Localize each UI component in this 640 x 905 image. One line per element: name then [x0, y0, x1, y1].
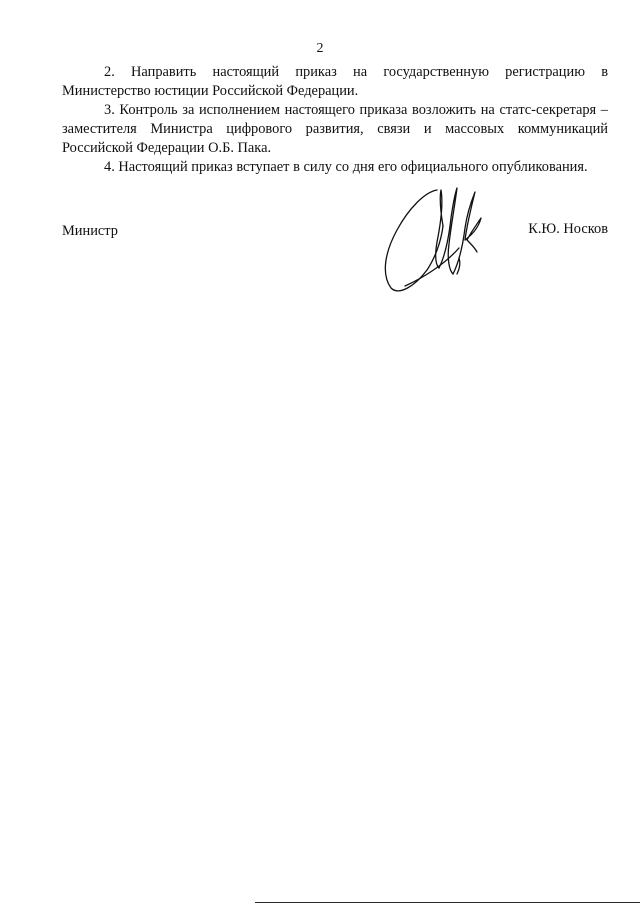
signer-name: К.Ю. Носков	[528, 221, 608, 237]
signature-drawing	[375, 178, 490, 296]
page-number: 2	[316, 41, 324, 56]
scan-edge-line	[255, 902, 640, 903]
paragraph-2: 2. Направить настоящий приказ на государственную регистрацию в Министерство юстиции Российской Федерации.	[62, 64, 608, 99]
paragraph-3: 3. Контроль за исполнением настоящего приказа возложить на статс-секретаря – заместителя Министра цифрового развития, связи и массовых коммуникаций Российской Федерации О.Б. Пака.	[62, 102, 608, 156]
signer-position: Министр	[62, 223, 118, 239]
paragraph-4: 4. Настоящий приказ вступает в силу со дня его официального опубликования.	[104, 159, 588, 175]
document-body	[62, 63, 608, 177]
signature-block	[62, 220, 608, 242]
handwritten-signature-icon	[375, 178, 490, 296]
